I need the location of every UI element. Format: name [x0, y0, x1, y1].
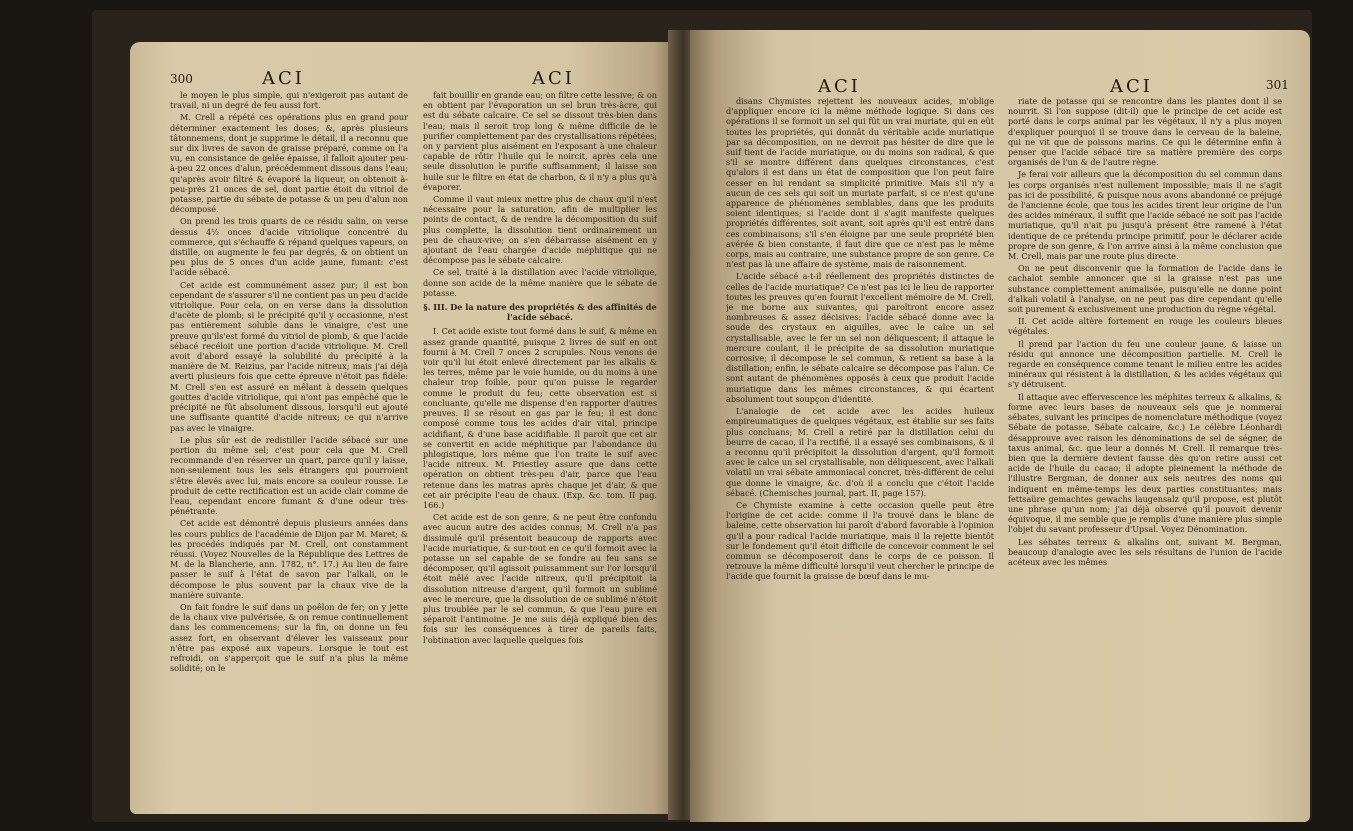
running-head-col2: ACI [1110, 76, 1153, 97]
paragraph: On prend les trois quarts de ce résidu salin, on verse dessus 4½ onces d'acide vitriolique concentré du commerce, qui s'échauffe & répand quelques vapeurs, on distille, on augmente le feu par degrés, & on obtient un peu plus de 5 onces d'un acide jaune, fumant: c'est l'acide sébacé. [170, 216, 408, 278]
left-page [130, 42, 675, 814]
paragraph: L'acide sébacé a-t-il réellement des propriétés distinctes de celles de l'acide muriatique? Ce n'est pas ici le lieu de rapporter toutes les preuves qu'en fournit l'excellent mémoire de M. Crell, je me borne aux suivantes, qui paroîtront encore assez nombreuses & assez décisives: l'acide sébacé donne avec la soude des crystaux en aiguilles, avec le calce un sel crystallisable, avec le fer un sel non déliquescent; il attaque le mercure coulant, il le précipite de sa dissolution muriatique corrosive; il décompose le sel commun, & retient sa base à la distillation; enfin, le sébate calcaire se décompose pas l'alun. Ce sont autant de phénomènes opposés à ceux que produit l'acide muriatique dans les mêmes circonstances, & qui écartent absolument tout soupçon d'identité. [726, 271, 994, 404]
running-head: ACI [818, 76, 861, 97]
paragraph: Ce sel, traité à la distillation avec l'acide vitriolique, donne son acide de la même manière que le sébate de potasse. [423, 267, 657, 298]
page-number: 301 [1266, 78, 1289, 92]
paragraph: fait bouillir en grande eau; on filtre cette lessive; & on en obtient par l'évaporation un sel brun très-âcre, qui est du sébate calcaire. Ce sel se dissout très-bien dans l'eau; mais il seroit trop long & même difficile de le purifier complettement par des crystallisations répétées; on y parvient plus aisément en l'exposant à une chaleur capable de rôtir l'huile qui le noircit, après cela une seule dissolution le purifie suffisamment; il laisse son huile sur le filtre en état de charbon, & il n'y a plus qu'à évaporer. [423, 90, 657, 192]
paragraph: On fait fondre le suif dans un poêlon de fer; on y jette de la chaux vive pulvérisée, & on remue continuellement dans les commencemens; sur la fin, on donne un feu assez fort, en observant d'élever les vaisseaux pour n'être pas exposé aux vapeurs. Lorsque le tout est refroidi, on s'apperçoit que le suif n'a plus la même solidité; on le [170, 601, 408, 674]
right-page [690, 30, 1310, 822]
paragraph: Cet acide est démontré depuis plusieurs années dans les cours publics de l'académie de Dijon par M. Maret; & les procédés indiqués par M. Crell, ont constamment réussi. (Voyez Nouvelles de la République des Lettres de M. de la Blancherie, ann. 1782, n°. 17.) Au lieu de faire passer le suif à l'état de savon par l'alkali, on le décompose le plus souvent par la chaux vive de la manière suivante. [170, 518, 408, 600]
running-head-col2: ACI [532, 68, 575, 89]
paragraph: §. III. De la nature des propriétés & des affinités de l'acide sébacé. [423, 302, 657, 323]
paragraph: Ce Chymiste examine à cette occasion quelle peut être l'origine de cet acide: comme il l'a trouvé dans le blanc de baleine, cette observation lui paroît d'abord favorable à l'opinion qu'il a pour radical l'acide muriatique, mais il la rejette bientôt sur le fondement qu'il étoit difficile de concevoir comment le sel commun se décomposeroit dans le corps de ce poisson. Il retrouve la même difficulté lorsqu'il veut chercher le principe de l'acide que fournit la graisse de bœuf dans le mu- [726, 499, 994, 582]
text-column-right [1008, 96, 1282, 812]
text-column-left [170, 90, 408, 800]
paragraph: L'analogie de cet acide avec les acides huileux empireumatiques de quelques végétaux, est établie sur ses faits plus concluans; M. Crell a retiré par la distillation celui du beurre de cacao, il l'a rectifié, il a essayé ses combinaisons, & il a reconnu qu'il précipitoit la dissolution d'argent, qu'il formoit avec le calce un sel crystallisable, non déliquescent, avec l'alkali volatil un vrai sébate ammoniacal concret, très-différent de celui que donne le vinaigre, &c. d'où il a conclu que c'étoit l'acide sébacé. (Chemisches journal, part. II, page 157). [726, 406, 994, 498]
paragraph: Comme il vaut mieux mettre plus de chaux qu'il n'est nécessaire pour la saturation, afin de multiplier les points de contact, & de rendre la décomposition du suif plus complette, la dissolution tient ordinairement un peu de chaux-vive; on s'en débarrasse aisément en y ajoutant de l'eau chargée d'acide méphitique qui ne décompose pas le sébate calcaire. [423, 194, 657, 266]
paragraph: Cet acide est communément assez pur; il est bon cependant de s'assurer s'il ne contient pas un peu d'acide vitriolique. Pour cela, on en verse dans la dissolution d'acète de plomb; si le précipité qu'il y occasionne, n'est pas entièrement soluble dans le vinaigre, c'est une preuve qu'ils'est formé du vitriol de plomb, & que l'acide sébacé recéloit une portion d'acide vitriolique. M. Crell avoit d'abord essayé la solubilité du précipité à la manière de M. Reizius, par l'acide nitreux; mais j'ai déjà averti plusieurs fois que cette épreuve n'étoit pas fidèle: M. Crell s'en est assuré en mêlant à dessein quelques gouttes d'acide vitriolique, qui n'ont pas empêché que le précipité ne fût absolument dissous, lorsqu'il eut ajouté une suffisante quantité d'acide nitreux; ce qui n'arrive pas avec le vinaigre. [170, 279, 408, 433]
paragraph: On ne peut disconvenir que la formation de l'acide dans le cachalot semble annoncer que si la graisse n'est pas une substance complettement animalisée, puisqu'elle ne donne point d'alkali volatil à l'analyse, on ne peut pas dire cependant qu'elle soit purement & exclusivement une production du règne végétal. [1008, 263, 1282, 315]
paragraph: Il attaque avec effervescence les méphites terreux & alkalins, & forme avec leurs bases de nouveaux sels que je nommerai sébates, suivant les principes de nomenclature méthodique (voyez Sébate de potasse, Sébate calcaire, &c.) Le célèbre Léonhardi désapprouve avec raison les dénominations de sel de ségner, de taxus animal, &c. que leur a donnés M. Crell. Il remarque très-bien que la dernière devient fausse dès qu'on retire aussi cet acide de l'huile du cacao; il adopte pleinement la méthode de l'illustre Bergman, de donner aux sels neutres des noms qui indiquent en même-temps les deux parties constituantes; mais fettsaüre gemachtes gewachs laugensalz qu'il propose, est plutôt une phrase qu'un nom; j'ai déjà observé qu'il pouvoit devenir équivoque, il me semble que je remplis d'une manière plus simple l'objet du savant professeur d'Upsal. Voyez Dénomination. [1008, 391, 1282, 535]
paragraph: le moyen le plus simple, qui n'exigeroit pas autant de travail, ni un degré de feu aussi fort. [170, 90, 408, 111]
paragraph: disans Chymistes rejettent les nouveaux acides, m'oblige d'appliquer encore ici la même méthode logique. Si dans ces opérations il se formoit un sel qui fût un vrai muriate, qui en eût toutes les propriétés, qui donnât du véritable acide muriatique par sa décomposition, on ne devroit pas hésiter de dire que le suif tient de l'acide muriatique, ou du moins son radical, & que s'il se montre différent dans quelques circonstances, c'est qu'alors il est dans un état de composition que l'on peut faire cesser en lui rendant sa simplicité primitive. Mais s'il n'y a aucun de ces sels qui soit un muriate parfait, si ce n'est qu'une apparence de phénomènes semblables, dans que les produits soient identiques; si l'acide dont il s'agit manifeste quelques propriétés différentes, soit avant, soit après qu'il est entré dans ces combinaisons; s'il s'en éloigne par une seule propriété bien avérée & bien constante, il faut dire que ce n'est pas le même corps, mais au contraire, une substance propre de son genre. Ce n'est pas là une affaire de système, mais de raisonnement. [726, 96, 994, 270]
paragraph: Je ferai voir ailleurs que la décomposition du sel commun dans les corps organisés n'est nullement impossible; mais il ne s'agit pas ici de possibilité, & puisque nous avons abandonné ce préjugé de l'ancienne école, que tous les acides tirent leur origine de l'un des acides minéraux, il suffit que l'acide sébacé ne soit pas l'acide muriatique, qu'il n'ait pu jusqu'à présent être ramené à l'état identique de ce prétendu principe primitif, pour le déclarer acide propre de son genre, & l'on arrive ainsi à la même conclusion que M. Crell, mais par une route plus directe. [1008, 169, 1282, 262]
paragraph: Cet acide est de son genre, & ne peut être confondu avec aucun autre des acides connus; M. Crell n'a pas dissimulé qu'il présentoit beaucoup de rapports avec l'acide muriatique, & sur-tout en ce qu'il formoit avec la potasse un sel capable de se fondre au feu sans se décomposer, qu'il agissoit puissamment sur l'or lorsqu'il étoit mêlé avec l'acide nitreux, qu'il précipitoit la dissolution nitreuse d'argent, qu'il formoit un sublimé avec le mercure, que la dissolution de ce sublimé n'étoit plus troublée par le sel commun, & que l'eau pure en séparoit l'antimoine. Je me suis déjà expliqué bien des fois sur les conséquences à tirer de pareils faits, l'obtination avec laquelle quelques fois [423, 512, 657, 645]
paragraph: riate de potasse qui se rencontre dans les plantes dont il se nourrit. Si l'on suppose (dit-il) que le principe de cet acide est porté dans le corps animal par les végétaux, il n'y a plus moyen d'expliquer pourquoi il se trouve dans le cerveau de la baleine, qui ne vit que de poissons marins. Ce qui le détermine enfin à penser que l'acide sébacé tire sa matière première des corps organisés de l'un & de l'autre règne. [1008, 96, 1282, 168]
paragraph: Les sébates terreux & alkalins ont, suivant M. Bergman, beaucoup d'analogie avec les sels résultans de l'union de l'acide acéteux avec les mêmes [1008, 536, 1282, 567]
paragraph: M. Crell a répété ces opérations plus en grand pour déterminer exactement les doses; &, après plusieurs tâtonnemens, dont je supprime le détail, il a reconnu que sur dix livres de savon de graisse préparé, comme on l'a vu, en consistance de gelée épaisse, il falloit ajouter peu-à-peu 22 onces d'alun, précédemment dissous dans l'eau; qu'après avoir filtré & évaporé la liqueur, on obtenoit à-peu-près 21 onces de sel, dont partie étoit du vitriol de potasse, partie du sébate de potasse & un peu d'alun non décomposé. [170, 112, 408, 215]
paragraph: Le plus sûr est de redistiller l'acide sébacé sur une portion du même sel; c'est pour cela que M. Crell recommande d'en réserver un quart, parce qu'il y laisse, non-seulement tous les sels étrangers qui pourroient s'être élevés avec lui, mais encore sa couleur rousse. Le produit de cette rectification est un acide clair comme de l'eau, cependant encore fumant & d'une odeur très-pénétrante. [170, 434, 408, 517]
paragraph: II. Cet acide altère fortement en rouge les couleurs bleues végétales. [1008, 316, 1282, 337]
paragraph: Il prend par l'action du feu une couleur jaune, & laisse un résidu qui annonce une décomposition partielle. M. Crell le regarde en conséquence comme tenant le milieu entre les acides minéraux qui résistent à la distillation, & les acides végétaux qui s'y détruisent. [1008, 338, 1282, 390]
paragraph: I. Cet acide existe tout formé dans le suif, & même en assez grande quantité, puisque 2 livres de suif en ont fourni à M. Crell 7 onces 2 scrupules. Nous venons de voir qu'il lui étoit enlevé directement par les alkalis & les terres, même par le voie humide, ou du moins à une chaleur trop foible, pour qu'on puisse le regarder comme le produit du feu; cette observation est si concluante, qu'elle me dispense d'en rapporter d'autres preuves. Il se résout en gas par le feu; il est donc composé comme tous les acides d'air vital, principe acidifiant, & d'une base acidifiable. Il paroît que cet air se convertit en acide méphitique par l'abondance du phlogistique, lors même que l'on traite le suif avec l'acide nitreux. M. Priestley assure que dans cette opération on obtient très-peu d'air, parce que l'eau retenue dans les matras après chaque jet d'air, & que cet air précipite l'eau de chaux. (Exp. &c. tom. II pag. 166.) [423, 326, 657, 510]
page-number: 300 [170, 72, 193, 86]
text-column-left [726, 96, 994, 812]
text-column-right [423, 90, 657, 800]
running-head: ACI [262, 68, 305, 89]
